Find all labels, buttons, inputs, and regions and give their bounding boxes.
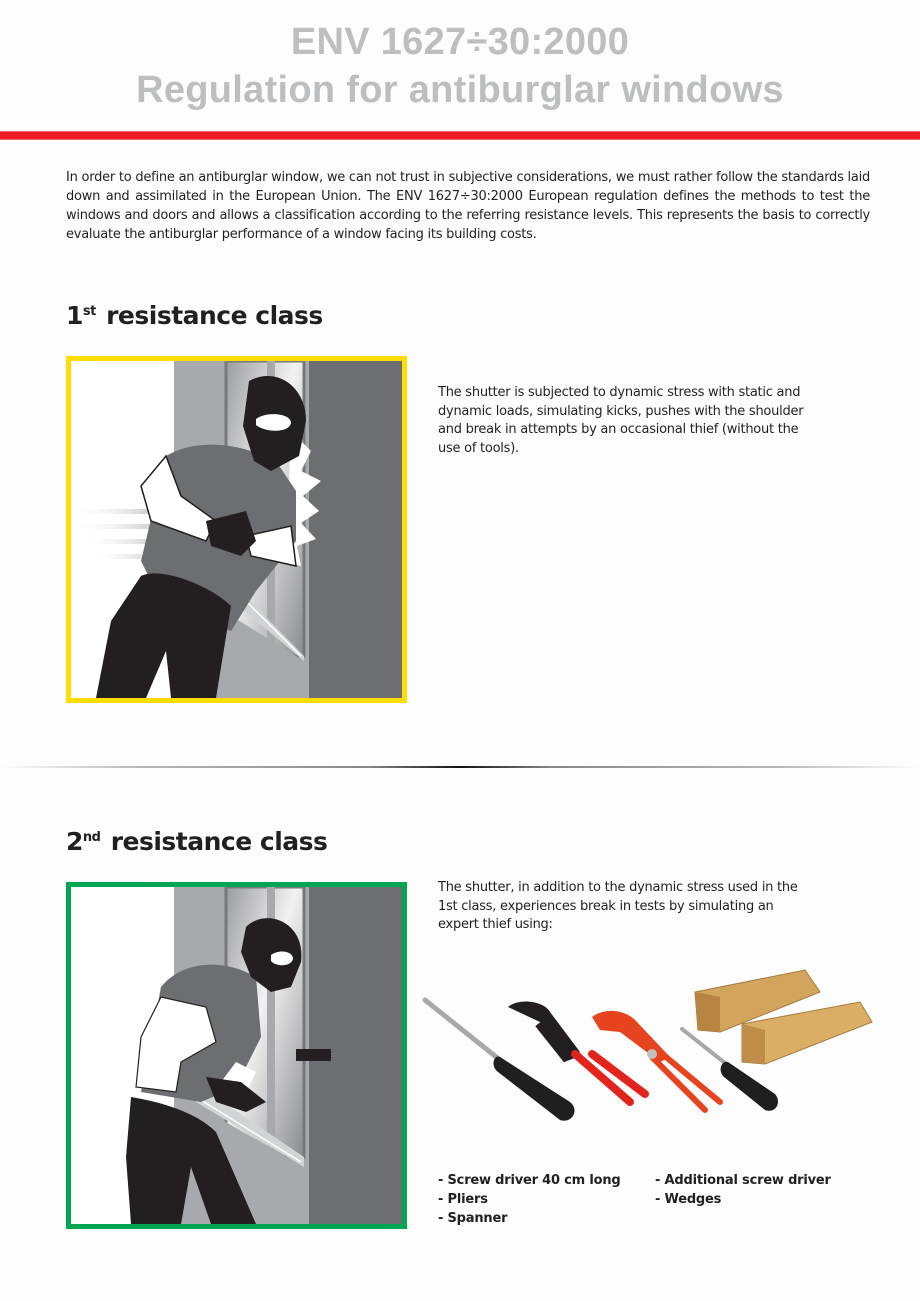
screwdriver-short-icon [682, 1029, 730, 1067]
section-1-heading-text: resistance class [106, 301, 323, 330]
header-accent-bar [0, 131, 920, 140]
section-1-description: The shutter is subjected to dynamic stress with static and dynamic loads, simulating kicks, pushes with the shoulder and break in attempts by an occasional thief (without the use of tools). [438, 385, 804, 456]
section-2-description: The shutter, in addition to the dynamic stress used in the 1st class, experiences break in tests by simulating an expert thief using: [438, 880, 798, 932]
section-2-ordinal: nd [82, 830, 101, 845]
section-2-heading-text: resistance class [110, 827, 328, 856]
tool-list-column-2 [655, 1171, 831, 1209]
tools-icon [420, 962, 880, 1127]
tool-item-pliers: - Pliers [438, 1192, 488, 1207]
section-2-heading [66, 827, 327, 856]
section-1-number: 1 [66, 301, 83, 330]
burglar-prying-window-illustration [66, 882, 407, 1229]
tool-item-screwdriver-long: - Screw driver 40 cm long [438, 1173, 621, 1188]
burglar-pry-icon [71, 887, 402, 1224]
tool-item-spanner: - Spanner [438, 1211, 508, 1226]
section-2-number: 2 [66, 827, 83, 856]
screwdriver-long-handle [494, 1057, 575, 1121]
section-divider [0, 766, 920, 768]
screwdriver-long-icon [425, 1000, 500, 1060]
tool-item-additional-screwdriver: - Additional screw driver [655, 1173, 831, 1188]
title-line-2: Regulation for antiburglar windows [136, 69, 784, 111]
section-1-heading [66, 301, 323, 330]
title-line-1: ENV 1627÷30:2000 [290, 21, 630, 63]
burglar-push-icon [71, 361, 402, 698]
page-title [0, 18, 920, 114]
tool-list-column-1 [438, 1171, 621, 1228]
tool-item-wedges: - Wedges [655, 1192, 722, 1207]
burglar-shoulder-push-illustration [66, 356, 407, 703]
tools-photo [420, 962, 880, 1127]
intro-paragraph: In order to define an antiburglar window, we can not trust in subjective considerations, we must rather follow the standards laid down and assimilated in the European Union. The ENV 1627÷30:2000 European regulation defines the methods to test the windows and doors and allows a classification according to the referring resistance levels. This represents the basis to correctly evaluate the antiburglar performance of a window facing its building costs. [66, 170, 870, 242]
section-1-ordinal: st [82, 304, 96, 319]
